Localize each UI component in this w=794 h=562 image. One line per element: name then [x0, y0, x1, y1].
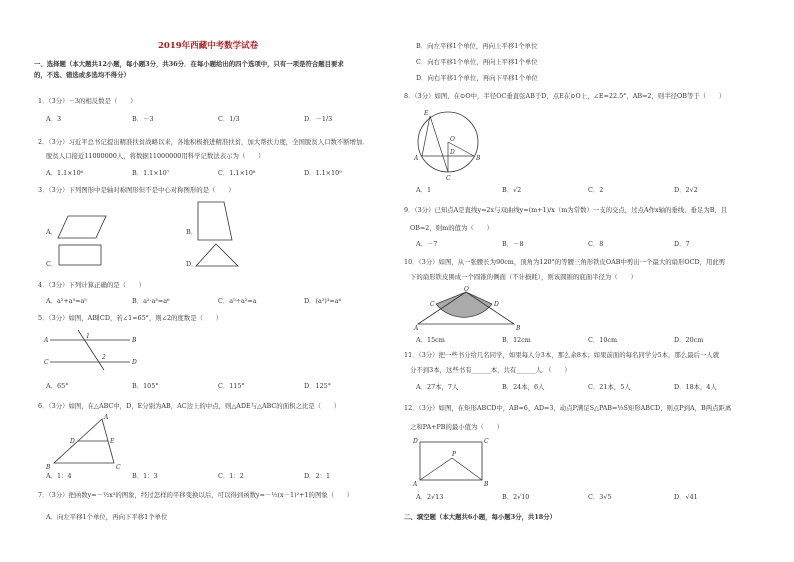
- circle-figure: [410, 104, 490, 180]
- svg-text:P: P: [452, 451, 457, 458]
- q10-option-d[interactable]: D．20cm: [674, 336, 704, 344]
- q12-stem: 12．（3分）如图，在矩形ABCD中，AB=6，AD=3，动点P满足S△PAB=⅓S矩形ABCD，则点P到A，B两点距离: [404, 404, 732, 412]
- q11-options: [416, 383, 754, 391]
- svg-text:A: A: [414, 325, 419, 332]
- section1-header-cont: 的，不选、错选或多选均不得分）: [34, 71, 130, 79]
- q10-option-a[interactable]: A．15cm: [416, 336, 445, 344]
- q5-option-a[interactable]: A．65°: [46, 382, 69, 390]
- q4-option-b[interactable]: B．a²·a³=a⁶: [132, 297, 170, 305]
- q7-option-b[interactable]: B．向左平移1个单位，再向上平移1个单位: [416, 42, 538, 50]
- q4-stem: 4．（3分）下列计算正确的是（ ）: [38, 281, 146, 289]
- q9-option-b[interactable]: B．－8: [502, 240, 524, 248]
- q1-option-c[interactable]: C．1/3: [218, 115, 240, 123]
- q11-stem-cont: 分不到3本，这些书有______本，共有______人．（ ）: [410, 366, 571, 374]
- svg-text:C: C: [116, 464, 121, 471]
- q3-label-d[interactable]: D．: [186, 260, 198, 268]
- triangle-midpoints-figure: [44, 413, 124, 469]
- q11-option-b[interactable]: B．24本，6人: [502, 383, 545, 391]
- q10-options: [416, 336, 754, 344]
- q4-option-c[interactable]: C．a⁵÷a²=a: [218, 297, 257, 305]
- q6-options: [46, 472, 384, 480]
- q8-option-d[interactable]: D．2√2: [674, 186, 698, 194]
- q1-options: [46, 115, 384, 123]
- svg-text:B: B: [132, 337, 137, 344]
- q12-option-a[interactable]: A．2√13: [416, 493, 444, 501]
- q9-option-d[interactable]: D．7: [674, 240, 690, 248]
- q6-option-a[interactable]: A．1：4: [46, 472, 72, 480]
- q12-option-c[interactable]: C．3√5: [588, 493, 612, 501]
- parallel-lines-figure: [44, 326, 144, 370]
- svg-text:E: E: [110, 438, 115, 445]
- q7-stem: 7．（3分）把函数y=－½x²的图象，经过怎样的平移变换以后，可以得到函数y=－½(x－1)²+1的图象（ ）: [38, 491, 354, 499]
- q8-option-b[interactable]: B．√2: [502, 186, 522, 194]
- svg-text:C: C: [484, 438, 489, 445]
- svg-text:O: O: [450, 136, 455, 143]
- q10-option-b[interactable]: B．12cm: [502, 336, 531, 344]
- svg-text:D: D: [494, 301, 499, 308]
- q8-stem: 8．（3分）如图，在⊙O中，半径OC垂直弦AB于D，点E在⊙O上，∠E=22.5°，AB=2，则半径OB等于（ ）: [404, 92, 726, 100]
- svg-text:D: D: [450, 149, 455, 156]
- q10-option-c[interactable]: C．10cm: [588, 336, 618, 344]
- q2-option-c[interactable]: C．1.1×10⁸: [218, 169, 256, 177]
- q7-option-d[interactable]: D．向右平移1个单位，再向下平移1个单位: [416, 74, 538, 82]
- q5-option-d[interactable]: D．125°: [304, 382, 331, 390]
- q1-option-d[interactable]: D．－1/3: [304, 115, 333, 123]
- svg-text:C: C: [430, 301, 435, 308]
- q8-option-a[interactable]: A．1: [416, 186, 432, 194]
- q4-option-d[interactable]: D．(a²)³=a⁶: [304, 297, 342, 305]
- q3-label-a[interactable]: A．: [46, 228, 58, 236]
- rectangle-figure: [58, 244, 104, 268]
- q2-stem-cont: 脱贫人口接近11000000人，将数据11000000用科学记数法表示为（ ）: [46, 152, 265, 160]
- svg-text:O: O: [464, 286, 469, 293]
- q7-option-c[interactable]: C．向右平移1个单位，再向上平移1个单位: [416, 58, 538, 66]
- q10-stem: 10．（3分）如图，从一张腰长为90cm，顶角为120°的等腰三角形铁皮OAB中剪出一个最大的扇形OCD，用此剪: [404, 258, 726, 266]
- svg-text:A: A: [104, 414, 109, 421]
- svg-text:B: B: [484, 481, 489, 488]
- sector-figure: [414, 288, 524, 330]
- q1-stem: 1．（3分）－3的相反数是（ ）: [38, 97, 137, 105]
- q11-option-c[interactable]: C．21本，5人: [588, 383, 631, 391]
- q10-stem-cont: 下的扇形铁皮围成一个圆锥的侧面（不计损耗），则该圆锥的底面半径为（ ）: [410, 273, 637, 281]
- q9-option-a[interactable]: A．－7: [416, 240, 438, 248]
- svg-text:B: B: [46, 464, 51, 471]
- q12-option-b[interactable]: B．2√10: [502, 493, 530, 501]
- q6-stem: 6．（3分）如图，在△ABC中，D，E分别为AB，AC边上的中点，则△ADE与△ABC的面积之比是（ ）: [38, 402, 341, 410]
- q12-option-d[interactable]: D．√41: [674, 493, 698, 501]
- svg-text:B: B: [476, 155, 481, 162]
- q2-stem: 2．（3分）习近平总书记提出精准扶贫战略以来，各地积极推进精准扶贫，加大帮扶力度，全国脱贫人口数不断增加．: [38, 138, 369, 146]
- q3-label-c[interactable]: C．: [46, 260, 58, 268]
- q8-option-c[interactable]: C．2: [588, 186, 604, 194]
- q6-option-d[interactable]: D．2：1: [304, 472, 331, 480]
- svg-text:C: C: [44, 359, 49, 366]
- trapezoid-figure: [196, 200, 236, 242]
- svg-text:A: A: [414, 155, 419, 162]
- q12-options: [416, 493, 754, 501]
- svg-text:1: 1: [86, 333, 90, 340]
- q2-option-d[interactable]: D．1.1×10⁹: [304, 169, 342, 177]
- q11-option-d[interactable]: D．18本，4人: [674, 383, 717, 391]
- svg-text:B: B: [516, 325, 521, 332]
- q6-option-b[interactable]: B．1：3: [132, 472, 158, 480]
- svg-text:D: D: [70, 438, 75, 445]
- q8-options: [416, 186, 754, 194]
- svg-text:E: E: [424, 110, 429, 117]
- q5-option-c[interactable]: C．115°: [218, 382, 245, 390]
- section2-header: 二、填空题（本大题共6小题，每小题3分，共18分）: [404, 513, 556, 521]
- q5-options: [46, 382, 384, 390]
- triangle-figure: [194, 242, 242, 270]
- section1-header: 一、选择题（本大题共12小题，每小题3分，共36分．在每小题给出的四个选项中，只有一项是符合题目要求: [34, 60, 344, 68]
- q2-options: [46, 169, 384, 177]
- svg-text:D: D: [413, 438, 418, 445]
- q5-option-b[interactable]: B．105°: [132, 382, 159, 390]
- svg-text:2: 2: [102, 354, 106, 361]
- q9-options: [416, 240, 754, 248]
- q2-option-b[interactable]: B．1.1×10⁷: [132, 169, 170, 177]
- q9-stem: 9．（3分）已知点A是直线y=2x与双曲线y=(m+1)/x（m为常数）一支的交点，过点A作x轴的垂线，垂足为B，且: [404, 206, 728, 214]
- q12-stem-cont: 之和PA+PB的最小值为（ ）: [410, 423, 503, 431]
- q3-label-b[interactable]: B．: [186, 228, 198, 236]
- q4-options: [46, 297, 384, 305]
- q11-stem: 11．（3分）把一些书分给几名同学，如果每人分3本，那么余8本；如果前面的每名同学分5本，那么最后一人就: [404, 351, 720, 359]
- q11-option-a[interactable]: A．27本，7人: [416, 383, 459, 391]
- q7-option-a[interactable]: A．向左平移1个单位，再向下平移1个单位: [46, 513, 168, 521]
- q2-option-a[interactable]: A．1.1×10⁶: [46, 169, 84, 177]
- svg-text:A: A: [413, 481, 418, 488]
- q9-option-c[interactable]: C．8: [588, 240, 604, 248]
- q3-stem: 3．（3分）下列图形中是轴对称图形但不是中心对称图形的是（ ）: [38, 186, 235, 194]
- parallelogram-figure: [56, 212, 116, 242]
- q6-option-c[interactable]: C．1：2: [218, 472, 244, 480]
- svg-text:C: C: [446, 175, 451, 182]
- q4-option-a[interactable]: A．a²+a³=a⁵: [46, 297, 87, 305]
- rectangle-abcd-figure: [410, 436, 492, 488]
- q9-stem-cont: OB=2，则m的值为（ ）: [410, 224, 493, 232]
- svg-text:A: A: [44, 337, 49, 344]
- page-title: 2019年西藏中考数学试卷: [158, 41, 259, 51]
- q1-option-a[interactable]: A．3: [46, 115, 62, 123]
- q1-option-b[interactable]: B．－3: [132, 115, 154, 123]
- q5-stem: 5．（3分）如图，AB∥CD，若∠1=65°，则∠2的度数是（ ）: [38, 314, 223, 322]
- svg-text:D: D: [132, 359, 137, 366]
